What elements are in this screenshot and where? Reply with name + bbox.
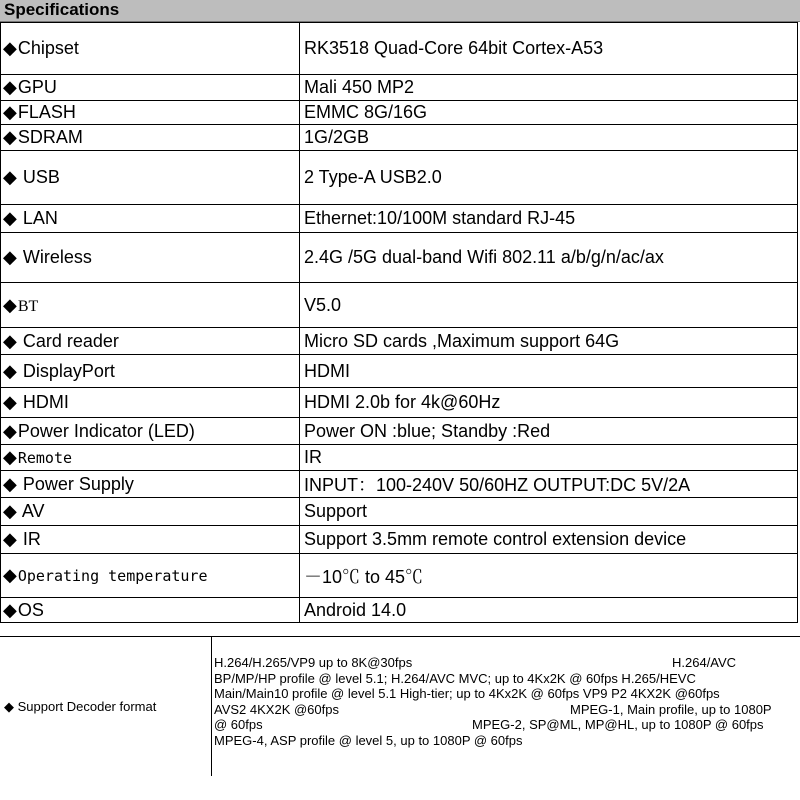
diamond-bullet-icon: ◆ — [3, 127, 17, 147]
table-row — [1, 328, 798, 355]
table-row — [1, 75, 798, 101]
row-value: Power ON :blue; Standby :Red — [300, 418, 798, 445]
decoder-formats — [214, 655, 794, 748]
divider — [0, 636, 800, 637]
row-value: Micro SD cards ,Maximum support 64G — [300, 328, 798, 355]
table-row — [1, 283, 798, 328]
row-label: ◆ Wireless — [1, 233, 300, 283]
table-row — [1, 598, 798, 623]
table-row — [1, 205, 798, 233]
decoder-label: ◆ Support Decoder format — [4, 699, 157, 714]
diamond-bullet-icon: ◆ — [3, 473, 17, 494]
spec-table — [0, 22, 798, 623]
diamond-bullet-icon: ◆ — [3, 529, 17, 549]
divider — [211, 636, 212, 776]
table-row — [1, 498, 798, 526]
diamond-bullet-icon: ◆ — [3, 392, 17, 412]
decoder-line: @ 60fps MPEG-2, SP@ML, MP@HL, up to 1080P @ 60fps — [214, 717, 764, 732]
diamond-bullet-icon: ◆ — [3, 565, 17, 585]
row-value: IR — [300, 445, 798, 471]
row-label: ◆BT — [1, 283, 300, 328]
diamond-bullet-icon: ◆ — [3, 77, 17, 97]
specifications-header — [0, 0, 800, 22]
diamond-bullet-icon: ◆ — [3, 167, 17, 187]
row-label: ◆Remote — [1, 445, 300, 471]
row-value: Android 14.0 — [300, 598, 798, 623]
decoder-line: H.264/H.265/VP9 up to 8K@30fps H.264/AVC — [214, 655, 737, 670]
diamond-bullet-icon: ◆ — [3, 420, 17, 441]
row-label: ◆ DisplayPort — [1, 355, 300, 388]
decoder-line: MPEG-4, ASP profile @ level 5, up to 1080P @ 60fps — [214, 732, 523, 748]
row-value: HDMI — [300, 355, 798, 388]
table-row — [1, 23, 798, 75]
diamond-bullet-icon: ◆ — [3, 102, 17, 122]
table-row — [1, 388, 798, 418]
diamond-bullet-icon: ◆ — [3, 38, 17, 58]
table-row — [1, 526, 798, 554]
row-value: EMMC 8G/16G — [300, 101, 798, 125]
row-label: ◆OS — [1, 598, 300, 623]
diamond-bullet-icon: ◆ — [3, 501, 17, 521]
decoder-section — [0, 636, 800, 776]
row-value: HDMI 2.0b for 4k@60Hz — [300, 388, 798, 418]
row-label: ◆ USB — [1, 151, 300, 205]
decoder-line: AVS2 4KX2K @60fps MPEG-1, Main profile, up to 1080P — [214, 701, 772, 717]
table-row — [1, 355, 798, 388]
diamond-bullet-icon: ◆ — [3, 447, 17, 467]
table-row — [1, 233, 798, 283]
row-value: 1G/2GB — [300, 125, 798, 151]
table-row — [1, 418, 798, 445]
page-title: Specifications — [4, 0, 120, 19]
decoder-line: BP/MP/HP profile @ level 5.1; H.264/AVC MVC; up to 4Kx2K @ 60fps H.265/HEVC — [214, 670, 696, 686]
row-label: ◆SDRAM — [1, 125, 300, 151]
table-row — [1, 101, 798, 125]
diamond-bullet-icon: ◆ — [3, 360, 17, 381]
table-row — [1, 445, 798, 471]
row-label: ◆Chipset — [1, 23, 300, 75]
row-label: ◆Power Indicator (LED) — [1, 418, 300, 445]
diamond-bullet-icon: ◆ — [3, 208, 17, 228]
row-value: 2.4G /5G dual-band Wifi 802.11 a/b/g/n/ac/ax — [300, 233, 798, 283]
table-row — [1, 554, 798, 598]
row-value: V5.0 — [300, 283, 798, 328]
row-label: ◆FLASH — [1, 101, 300, 125]
row-label: ◆ Power Supply — [1, 471, 300, 498]
row-label: ◆ AV — [1, 498, 300, 526]
row-label: ◆Operating temperature — [1, 554, 300, 598]
decoder-line: Main/Main10 profile @ level 5.1 High-tier; up to 4Kx2K @ 60fps VP9 P2 4KX2K @60fps — [214, 686, 720, 701]
diamond-bullet-icon: ◆ — [3, 294, 17, 315]
diamond-bullet-icon: ◆ — [3, 247, 17, 267]
row-value: Ethernet:10/100M standard RJ-45 — [300, 205, 798, 233]
row-label: ◆ LAN — [1, 205, 300, 233]
row-label: ◆GPU — [1, 75, 300, 101]
table-row — [1, 471, 798, 498]
row-value: Support — [300, 498, 798, 526]
row-label: ◆ IR — [1, 526, 300, 554]
row-value: －10℃ to 45℃ — [300, 554, 798, 598]
row-label: ◆ HDMI — [1, 388, 300, 418]
table-row — [1, 151, 798, 205]
row-value: 2 Type-A USB2.0 — [300, 151, 798, 205]
diamond-bullet-icon: ◆ — [3, 599, 17, 620]
row-value: RK3518 Quad-Core 64bit Cortex-A53 — [300, 23, 798, 75]
row-value: INPUT：100-240V 50/60HZ OUTPUT:DC 5V/2A — [300, 471, 798, 498]
diamond-bullet-icon: ◆ — [3, 330, 17, 351]
row-value: Support 3.5mm remote control extension device — [300, 526, 798, 554]
row-value: Mali 450 MP2 — [300, 75, 798, 101]
table-row — [1, 125, 798, 151]
row-label: ◆ Card reader — [1, 328, 300, 355]
